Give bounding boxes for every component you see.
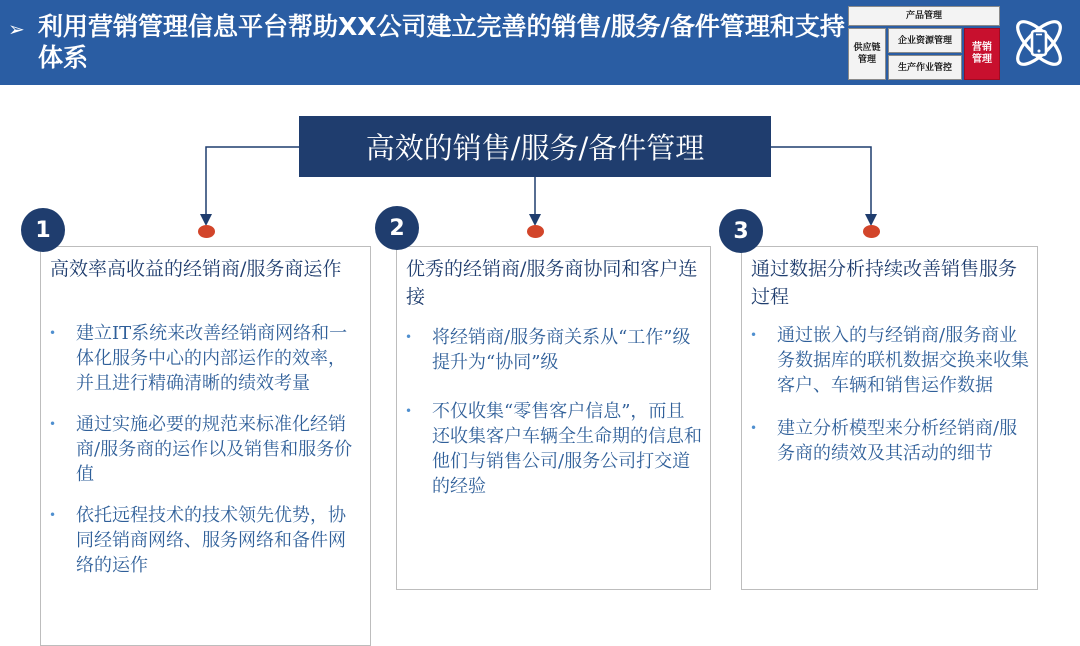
connector-right xyxy=(771,147,871,220)
module-marketing: 营销管理 xyxy=(964,28,1000,80)
column-3 xyxy=(741,246,1038,590)
step-number-2: 2 xyxy=(375,206,419,250)
list-item: • 依托远程技术的技术领先优势，协同经销商网络、服务网络和备件网络的运作 xyxy=(49,505,346,576)
bullet-dot-icon: • xyxy=(49,326,57,340)
module-map xyxy=(848,6,1000,80)
list-item: • 不仅收集“零售客户信息”，而且还收集客户车辆全生命期的信息和他们与销售公司/服务公司打交道的经验 xyxy=(405,401,702,497)
step-number-1: 1 xyxy=(21,208,65,252)
header-bar xyxy=(0,0,1080,85)
list-item: • 建立IT系统来改善经销商网络和一体化服务中心的内部运作的效率，并且进行精确清晰的绩效考量 xyxy=(49,323,348,394)
page-title: 利用营销管理信息平台帮助XX公司建立完善的销售/服务/备件管理和支持体系 xyxy=(38,12,845,72)
module-supply-chain: 供应链管理 xyxy=(848,28,886,80)
list-item: • 通过嵌入的与经销商/服务商业务数据库的联机数据交换来收集客户、车辆和销售运作数据 xyxy=(750,325,1029,396)
bullet-dot-icon: • xyxy=(405,404,413,418)
central-banner: 高效的销售/服务/备件管理 xyxy=(299,116,771,177)
bullet-dot-icon: • xyxy=(49,417,57,431)
connector-dot-2 xyxy=(527,225,544,238)
bullet-dot-icon: • xyxy=(49,508,57,522)
atom-phone-icon xyxy=(1008,12,1070,74)
module-production: 生产作业管控 xyxy=(888,55,962,80)
column-1 xyxy=(40,246,371,646)
connector-dot-1 xyxy=(198,225,215,238)
bullet-dot-icon: • xyxy=(405,330,413,344)
column-3-title: 通过数据分析持续改善销售服务过程 xyxy=(751,258,1018,308)
column-1-bullets xyxy=(49,321,362,594)
column-1-title: 高效率高收益的经销商/服务商运作 xyxy=(50,258,342,280)
bullet-dot-icon: • xyxy=(750,328,758,342)
list-item: • 将经销商/服务商关系从“工作”级提升为“协同”级 xyxy=(405,327,691,373)
arrow-bullet-icon: ➢ xyxy=(8,17,25,41)
column-2 xyxy=(396,246,711,590)
connector-dot-3 xyxy=(863,225,880,238)
module-erp: 企业资源管理 xyxy=(888,28,962,53)
list-item: • 建立分析模型来分析经销商/服务商的绩效及其活动的细节 xyxy=(750,418,1018,464)
list-item: • 通过实施必要的规范来标准化经销商/服务商的运作以及销售和服务价值 xyxy=(49,414,353,485)
step-number-3: 3 xyxy=(719,209,763,253)
connector-left xyxy=(206,147,299,220)
column-2-title: 优秀的经销商/服务商协同和客户连接 xyxy=(406,258,698,308)
module-product: 产品管理 xyxy=(848,6,1000,26)
bullet-dot-icon: • xyxy=(750,421,758,435)
column-3-bullets xyxy=(750,323,1029,482)
column-2-bullets xyxy=(405,325,702,515)
